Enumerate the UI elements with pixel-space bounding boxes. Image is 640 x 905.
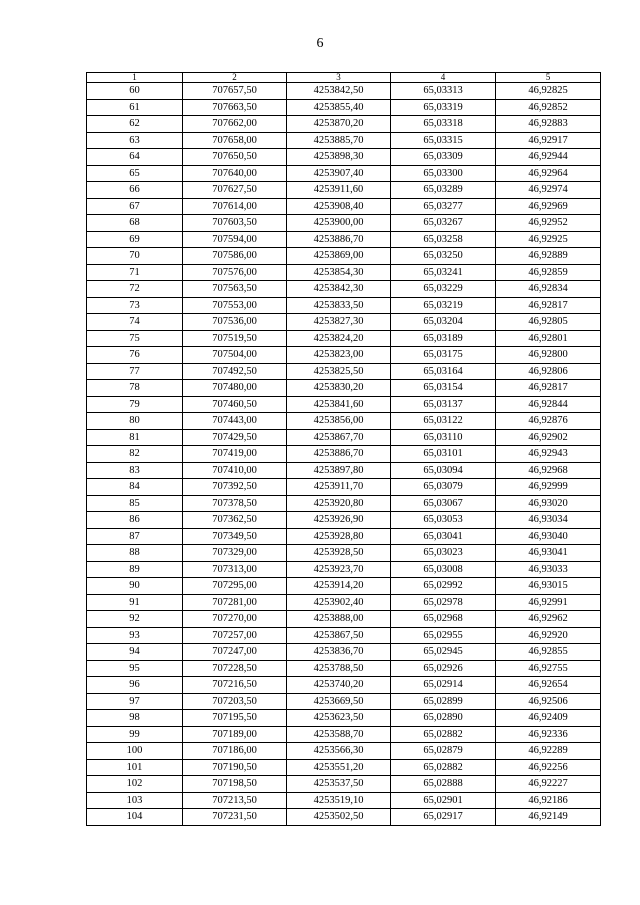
table-row bbox=[87, 495, 601, 512]
table-cell: 4253907,40 bbox=[287, 165, 391, 182]
table-cell: 46,92755 bbox=[496, 660, 601, 677]
table-cell: 85 bbox=[87, 495, 183, 512]
table-row bbox=[87, 429, 601, 446]
table-cell: 4253788,50 bbox=[287, 660, 391, 677]
table-row bbox=[87, 363, 601, 380]
table-cell: 4253842,30 bbox=[287, 281, 391, 298]
table-row bbox=[87, 726, 601, 743]
table-cell: 104 bbox=[87, 809, 183, 826]
table-cell: 46,92920 bbox=[496, 627, 601, 644]
table-cell: 707216,50 bbox=[183, 677, 287, 694]
table-cell: 89 bbox=[87, 561, 183, 578]
table-cell: 65,02926 bbox=[391, 660, 496, 677]
table-cell: 65,02968 bbox=[391, 611, 496, 628]
table-cell: 4253842,50 bbox=[287, 83, 391, 100]
table-cell: 65,03250 bbox=[391, 248, 496, 265]
table-cell: 4253886,70 bbox=[287, 231, 391, 248]
table-cell: 707247,00 bbox=[183, 644, 287, 661]
table-cell: 46,92943 bbox=[496, 446, 601, 463]
table-cell: 46,93020 bbox=[496, 495, 601, 512]
table-row bbox=[87, 182, 601, 199]
table-cell: 4253897,80 bbox=[287, 462, 391, 479]
table-cell: 65,03319 bbox=[391, 99, 496, 116]
table-cell: 46,93034 bbox=[496, 512, 601, 529]
table-row bbox=[87, 693, 601, 710]
table-cell: 46,92409 bbox=[496, 710, 601, 727]
table-cell: 65,03309 bbox=[391, 149, 496, 166]
table-row bbox=[87, 281, 601, 298]
table-cell: 98 bbox=[87, 710, 183, 727]
table-cell: 4253856,00 bbox=[287, 413, 391, 430]
table-cell: 46,92801 bbox=[496, 330, 601, 347]
table-cell: 707392,50 bbox=[183, 479, 287, 496]
table-cell: 65,03318 bbox=[391, 116, 496, 133]
table-cell: 4253914,20 bbox=[287, 578, 391, 595]
table-cell: 4253827,30 bbox=[287, 314, 391, 331]
table-cell: 46,92969 bbox=[496, 198, 601, 215]
table-cell: 65,03023 bbox=[391, 545, 496, 562]
table-cell: 65,02899 bbox=[391, 693, 496, 710]
table-cell: 4253869,00 bbox=[287, 248, 391, 265]
table-cell: 707190,50 bbox=[183, 759, 287, 776]
table-row bbox=[87, 627, 601, 644]
table-cell: 4253911,70 bbox=[287, 479, 391, 496]
table-cell: 46,93015 bbox=[496, 578, 601, 595]
table-cell: 707662,00 bbox=[183, 116, 287, 133]
table-row bbox=[87, 297, 601, 314]
table-cell: 65,02882 bbox=[391, 726, 496, 743]
table-cell: 93 bbox=[87, 627, 183, 644]
table-row bbox=[87, 132, 601, 149]
table-row bbox=[87, 594, 601, 611]
table-cell: 707663,50 bbox=[183, 99, 287, 116]
table-cell: 707349,50 bbox=[183, 528, 287, 545]
column-header: 1 bbox=[87, 73, 183, 83]
table-cell: 66 bbox=[87, 182, 183, 199]
table-cell: 4253923,70 bbox=[287, 561, 391, 578]
table-cell: 707504,00 bbox=[183, 347, 287, 364]
table-cell: 46,92889 bbox=[496, 248, 601, 265]
table-cell: 65,02914 bbox=[391, 677, 496, 694]
table-cell: 707213,50 bbox=[183, 792, 287, 809]
table-cell: 46,92336 bbox=[496, 726, 601, 743]
table-cell: 707429,50 bbox=[183, 429, 287, 446]
table-cell: 83 bbox=[87, 462, 183, 479]
table-cell: 4253566,30 bbox=[287, 743, 391, 760]
table-cell: 46,92256 bbox=[496, 759, 601, 776]
table-cell: 46,92925 bbox=[496, 231, 601, 248]
table-cell: 65,02901 bbox=[391, 792, 496, 809]
table-row bbox=[87, 479, 601, 496]
table-cell: 707189,00 bbox=[183, 726, 287, 743]
table-cell: 65,02890 bbox=[391, 710, 496, 727]
table-cell: 97 bbox=[87, 693, 183, 710]
table-row bbox=[87, 149, 601, 166]
table-cell: 4253669,50 bbox=[287, 693, 391, 710]
table-cell: 4253926,90 bbox=[287, 512, 391, 529]
table-cell: 73 bbox=[87, 297, 183, 314]
table-row bbox=[87, 677, 601, 694]
table-cell: 46,92968 bbox=[496, 462, 601, 479]
table-cell: 103 bbox=[87, 792, 183, 809]
table-cell: 4253588,70 bbox=[287, 726, 391, 743]
table-cell: 65,02917 bbox=[391, 809, 496, 826]
table-body bbox=[87, 83, 601, 826]
table-cell: 46,92806 bbox=[496, 363, 601, 380]
table-cell: 707563,50 bbox=[183, 281, 287, 298]
table-cell: 707231,50 bbox=[183, 809, 287, 826]
table-cell: 65,02955 bbox=[391, 627, 496, 644]
table-cell: 4253823,00 bbox=[287, 347, 391, 364]
table-cell: 707553,00 bbox=[183, 297, 287, 314]
table-cell: 4253537,50 bbox=[287, 776, 391, 793]
table-cell: 65,02992 bbox=[391, 578, 496, 595]
table-row bbox=[87, 809, 601, 826]
table-cell: 63 bbox=[87, 132, 183, 149]
table-cell: 65,03277 bbox=[391, 198, 496, 215]
table-row bbox=[87, 792, 601, 809]
table-row bbox=[87, 561, 601, 578]
table-cell: 65,02879 bbox=[391, 743, 496, 760]
table-cell: 4253833,50 bbox=[287, 297, 391, 314]
table-cell: 707460,50 bbox=[183, 396, 287, 413]
table-cell: 102 bbox=[87, 776, 183, 793]
table-row bbox=[87, 314, 601, 331]
table-cell: 707329,00 bbox=[183, 545, 287, 562]
table-row bbox=[87, 198, 601, 215]
table-cell: 65,03267 bbox=[391, 215, 496, 232]
table-cell: 4253888,00 bbox=[287, 611, 391, 628]
table-cell: 68 bbox=[87, 215, 183, 232]
table-cell: 71 bbox=[87, 264, 183, 281]
table-row bbox=[87, 248, 601, 265]
table-cell: 65,03175 bbox=[391, 347, 496, 364]
table-cell: 99 bbox=[87, 726, 183, 743]
table-cell: 4253841,60 bbox=[287, 396, 391, 413]
table-cell: 4253740,20 bbox=[287, 677, 391, 694]
table-row bbox=[87, 611, 601, 628]
table-cell: 65,03137 bbox=[391, 396, 496, 413]
table-cell: 707362,50 bbox=[183, 512, 287, 529]
table-cell: 46,92859 bbox=[496, 264, 601, 281]
table-cell: 65,02888 bbox=[391, 776, 496, 793]
table-cell: 4253519,10 bbox=[287, 792, 391, 809]
table-cell: 707410,00 bbox=[183, 462, 287, 479]
table-cell: 46,92800 bbox=[496, 347, 601, 364]
page-number: 6 bbox=[316, 36, 324, 51]
table-cell: 707228,50 bbox=[183, 660, 287, 677]
table-cell: 96 bbox=[87, 677, 183, 694]
table-cell: 80 bbox=[87, 413, 183, 430]
table-cell: 46,93033 bbox=[496, 561, 601, 578]
table-cell: 101 bbox=[87, 759, 183, 776]
table-cell: 65,03229 bbox=[391, 281, 496, 298]
table-cell: 4253854,30 bbox=[287, 264, 391, 281]
table-cell: 46,92999 bbox=[496, 479, 601, 496]
table-cell: 707419,00 bbox=[183, 446, 287, 463]
table-cell: 64 bbox=[87, 149, 183, 166]
table-cell: 70 bbox=[87, 248, 183, 265]
table-cell: 65,03122 bbox=[391, 413, 496, 430]
table-cell: 65,03241 bbox=[391, 264, 496, 281]
table-cell: 4253867,50 bbox=[287, 627, 391, 644]
table-row bbox=[87, 165, 601, 182]
table-cell: 46,92876 bbox=[496, 413, 601, 430]
table-row bbox=[87, 330, 601, 347]
table-cell: 46,92186 bbox=[496, 792, 601, 809]
coordinates-table bbox=[86, 72, 601, 826]
table-cell: 61 bbox=[87, 99, 183, 116]
table-cell: 46,92852 bbox=[496, 99, 601, 116]
table-cell: 46,92805 bbox=[496, 314, 601, 331]
table-cell: 4253836,70 bbox=[287, 644, 391, 661]
table-cell: 81 bbox=[87, 429, 183, 446]
table-cell: 46,92902 bbox=[496, 429, 601, 446]
table-row bbox=[87, 660, 601, 677]
table-row bbox=[87, 776, 601, 793]
table-cell: 92 bbox=[87, 611, 183, 628]
table-cell: 4253623,50 bbox=[287, 710, 391, 727]
table-row bbox=[87, 380, 601, 397]
table-cell: 4253855,40 bbox=[287, 99, 391, 116]
table-cell: 4253908,40 bbox=[287, 198, 391, 215]
table-cell: 75 bbox=[87, 330, 183, 347]
table-cell: 4253824,20 bbox=[287, 330, 391, 347]
table-cell: 46,93040 bbox=[496, 528, 601, 545]
table-cell: 4253902,40 bbox=[287, 594, 391, 611]
table-row bbox=[87, 116, 601, 133]
table-cell: 4253928,50 bbox=[287, 545, 391, 562]
table-cell: 707536,00 bbox=[183, 314, 287, 331]
table-cell: 65,03079 bbox=[391, 479, 496, 496]
table-cell: 707576,00 bbox=[183, 264, 287, 281]
table-cell: 65,03300 bbox=[391, 165, 496, 182]
table-cell: 707186,00 bbox=[183, 743, 287, 760]
table-row bbox=[87, 545, 601, 562]
table-cell: 65,03094 bbox=[391, 462, 496, 479]
table-cell: 46,92991 bbox=[496, 594, 601, 611]
table-cell: 707203,50 bbox=[183, 693, 287, 710]
table-cell: 707257,00 bbox=[183, 627, 287, 644]
table-row bbox=[87, 347, 601, 364]
table-cell: 65,03067 bbox=[391, 495, 496, 512]
table-cell: 90 bbox=[87, 578, 183, 595]
column-header: 3 bbox=[287, 73, 391, 83]
table-cell: 707586,00 bbox=[183, 248, 287, 265]
table-cell: 707313,00 bbox=[183, 561, 287, 578]
table-row bbox=[87, 759, 601, 776]
table-header-row bbox=[87, 73, 601, 83]
table-cell: 86 bbox=[87, 512, 183, 529]
table-cell: 46,92817 bbox=[496, 380, 601, 397]
table-cell: 100 bbox=[87, 743, 183, 760]
table-cell: 46,92964 bbox=[496, 165, 601, 182]
table-cell: 46,93041 bbox=[496, 545, 601, 562]
table-row bbox=[87, 99, 601, 116]
table-cell: 95 bbox=[87, 660, 183, 677]
table-row bbox=[87, 215, 601, 232]
table-cell: 4253825,50 bbox=[287, 363, 391, 380]
table-cell: 65,02945 bbox=[391, 644, 496, 661]
table-cell: 4253911,60 bbox=[287, 182, 391, 199]
table-cell: 65,02882 bbox=[391, 759, 496, 776]
table-cell: 65,03008 bbox=[391, 561, 496, 578]
table-cell: 77 bbox=[87, 363, 183, 380]
table-cell: 707603,50 bbox=[183, 215, 287, 232]
table-cell: 707295,00 bbox=[183, 578, 287, 595]
table-cell: 46,92917 bbox=[496, 132, 601, 149]
table-cell: 69 bbox=[87, 231, 183, 248]
table-cell: 65,03204 bbox=[391, 314, 496, 331]
table-cell: 4253886,70 bbox=[287, 446, 391, 463]
table-cell: 46,92654 bbox=[496, 677, 601, 694]
table-cell: 65,03164 bbox=[391, 363, 496, 380]
table-cell: 707443,00 bbox=[183, 413, 287, 430]
table-cell: 67 bbox=[87, 198, 183, 215]
table-cell: 82 bbox=[87, 446, 183, 463]
column-header: 4 bbox=[391, 73, 496, 83]
table-cell: 94 bbox=[87, 644, 183, 661]
table-cell: 74 bbox=[87, 314, 183, 331]
table-row bbox=[87, 396, 601, 413]
table-cell: 4253885,70 bbox=[287, 132, 391, 149]
table-cell: 707614,00 bbox=[183, 198, 287, 215]
table-cell: 76 bbox=[87, 347, 183, 364]
table-cell: 65,03110 bbox=[391, 429, 496, 446]
table-row bbox=[87, 446, 601, 463]
table-cell: 91 bbox=[87, 594, 183, 611]
table-cell: 46,92883 bbox=[496, 116, 601, 133]
table-cell: 46,92962 bbox=[496, 611, 601, 628]
table-cell: 65,03219 bbox=[391, 297, 496, 314]
table-cell: 46,92952 bbox=[496, 215, 601, 232]
table-cell: 46,92825 bbox=[496, 83, 601, 100]
table-cell: 65,03053 bbox=[391, 512, 496, 529]
table-cell: 707627,50 bbox=[183, 182, 287, 199]
table-cell: 46,92944 bbox=[496, 149, 601, 166]
table-cell: 707492,50 bbox=[183, 363, 287, 380]
table-cell: 46,92974 bbox=[496, 182, 601, 199]
table-cell: 46,92844 bbox=[496, 396, 601, 413]
table-cell: 46,92506 bbox=[496, 693, 601, 710]
table-cell: 4253867,70 bbox=[287, 429, 391, 446]
table-cell: 65,03154 bbox=[391, 380, 496, 397]
column-header: 5 bbox=[496, 73, 601, 83]
table-cell: 4253502,50 bbox=[287, 809, 391, 826]
table-cell: 707270,00 bbox=[183, 611, 287, 628]
table-cell: 60 bbox=[87, 83, 183, 100]
table-cell: 88 bbox=[87, 545, 183, 562]
table-cell: 46,92855 bbox=[496, 644, 601, 661]
table-cell: 65 bbox=[87, 165, 183, 182]
table-cell: 4253900,00 bbox=[287, 215, 391, 232]
table-cell: 87 bbox=[87, 528, 183, 545]
table-row bbox=[87, 644, 601, 661]
table-cell: 78 bbox=[87, 380, 183, 397]
table-row bbox=[87, 743, 601, 760]
table-cell: 4253551,20 bbox=[287, 759, 391, 776]
table-cell: 65,03189 bbox=[391, 330, 496, 347]
table-cell: 46,92289 bbox=[496, 743, 601, 760]
table-row bbox=[87, 512, 601, 529]
table-cell: 62 bbox=[87, 116, 183, 133]
table-cell: 46,92834 bbox=[496, 281, 601, 298]
table-cell: 65,03315 bbox=[391, 132, 496, 149]
table-cell: 65,03313 bbox=[391, 83, 496, 100]
table-cell: 46,92149 bbox=[496, 809, 601, 826]
table-cell: 65,02978 bbox=[391, 594, 496, 611]
table-row bbox=[87, 264, 601, 281]
table-cell: 707519,50 bbox=[183, 330, 287, 347]
table-cell: 4253870,20 bbox=[287, 116, 391, 133]
column-header: 2 bbox=[183, 73, 287, 83]
table-cell: 84 bbox=[87, 479, 183, 496]
table-cell: 707198,50 bbox=[183, 776, 287, 793]
table-cell: 46,92227 bbox=[496, 776, 601, 793]
table-row bbox=[87, 83, 601, 100]
table-cell: 707657,50 bbox=[183, 83, 287, 100]
table-cell: 707658,00 bbox=[183, 132, 287, 149]
table-cell: 4253898,30 bbox=[287, 149, 391, 166]
table-cell: 707640,00 bbox=[183, 165, 287, 182]
table-row bbox=[87, 710, 601, 727]
table-row bbox=[87, 413, 601, 430]
table-cell: 707378,50 bbox=[183, 495, 287, 512]
table-cell: 65,03289 bbox=[391, 182, 496, 199]
table-cell: 79 bbox=[87, 396, 183, 413]
table-cell: 65,03258 bbox=[391, 231, 496, 248]
table-cell: 707650,50 bbox=[183, 149, 287, 166]
table-cell: 707480,00 bbox=[183, 380, 287, 397]
table-row bbox=[87, 528, 601, 545]
table-cell: 46,92817 bbox=[496, 297, 601, 314]
table-cell: 707281,00 bbox=[183, 594, 287, 611]
table-cell: 707195,50 bbox=[183, 710, 287, 727]
table-cell: 65,03101 bbox=[391, 446, 496, 463]
table-cell: 707594,00 bbox=[183, 231, 287, 248]
table-cell: 4253928,80 bbox=[287, 528, 391, 545]
table-cell: 4253830,20 bbox=[287, 380, 391, 397]
table-cell: 4253920,80 bbox=[287, 495, 391, 512]
table-row bbox=[87, 231, 601, 248]
table-cell: 65,03041 bbox=[391, 528, 496, 545]
table-row bbox=[87, 578, 601, 595]
table-row bbox=[87, 462, 601, 479]
table-cell: 72 bbox=[87, 281, 183, 298]
